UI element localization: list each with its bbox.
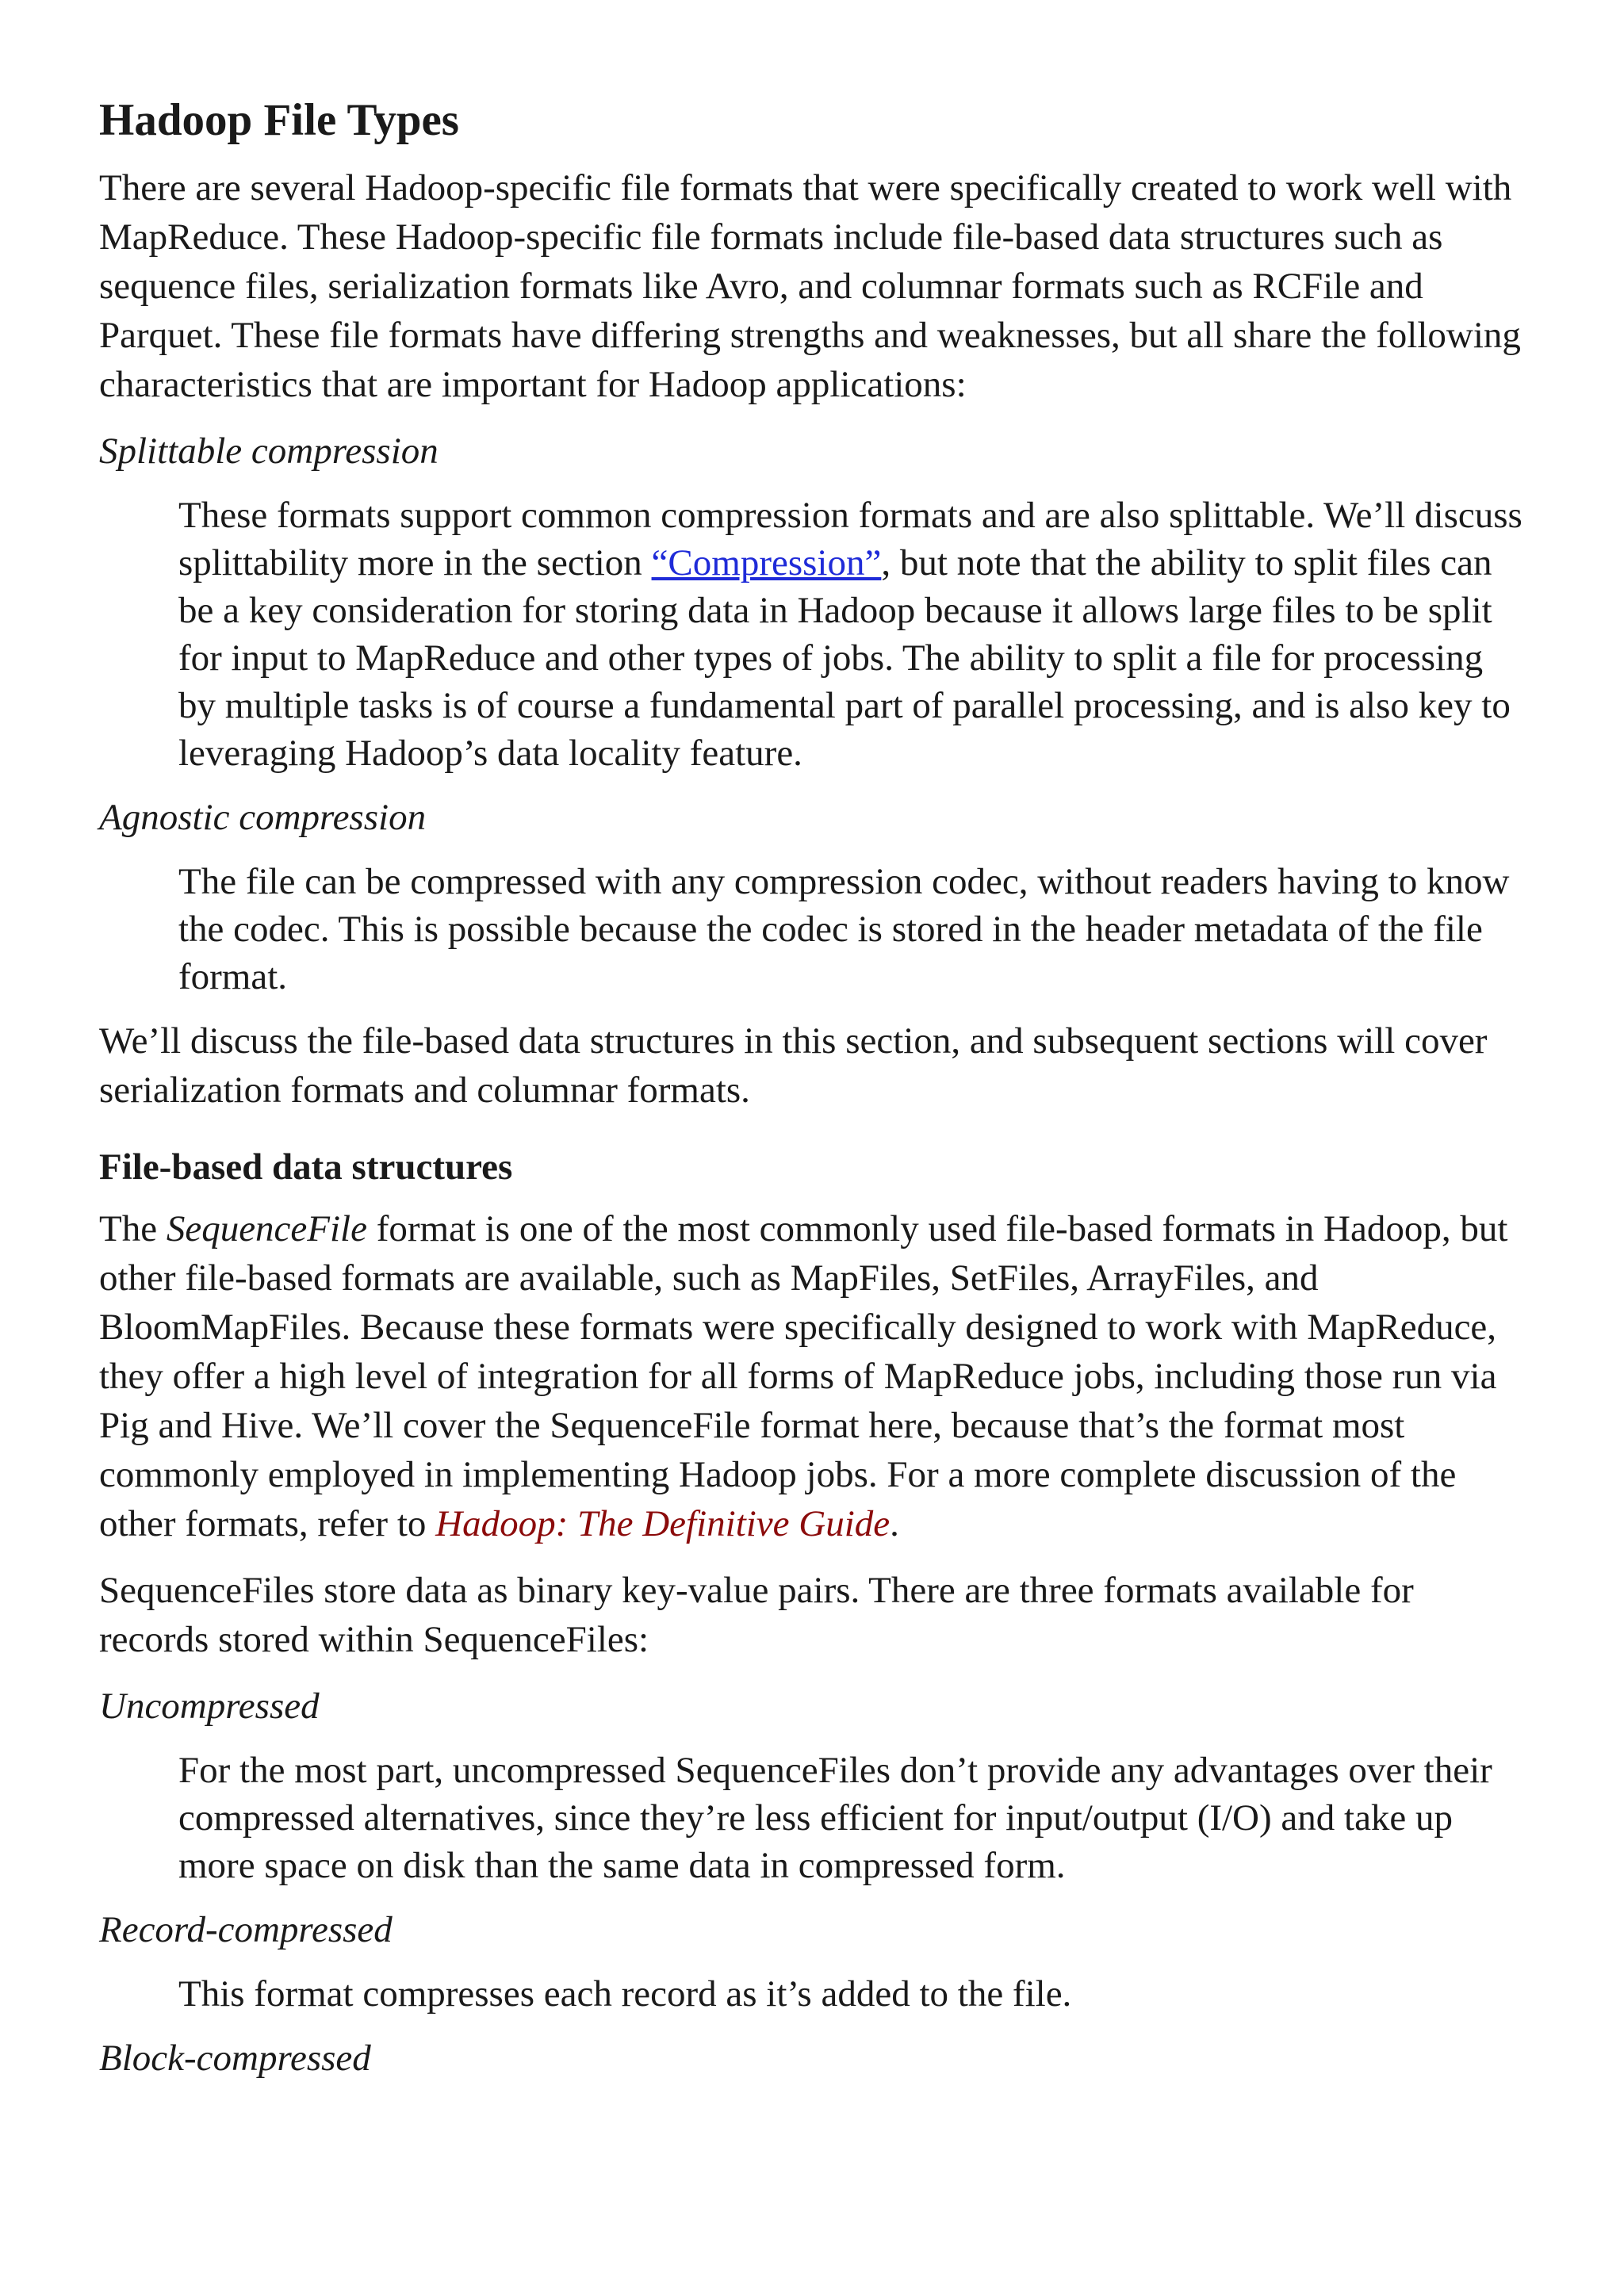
definition-record-compressed: This format compresses each record as it’s added to the file. bbox=[178, 1973, 1072, 2015]
subsection-heading: File-based data structures bbox=[99, 1146, 513, 1188]
term-record-compressed: Record-compressed bbox=[99, 1908, 393, 1950]
definition-uncompressed: For the most part, uncompressed SequenceFiles don’t provide any advantages over their compressed alternatives, since they’re less efficient for input/output (I/O) and take up more space on disk than the same data in compressed form. bbox=[178, 1749, 1492, 1886]
section-heading: Hadoop File Types bbox=[99, 95, 459, 145]
definition-agnostic-compression: The file can be compressed with any compression codec, without readers having to know the codec. This is possible because the codec is stored in the header metadata of the file format. bbox=[178, 861, 1510, 998]
definition-text: These formats support common compression formats and are also splittable. We’ll discuss splittability more in the section bbox=[178, 495, 1522, 584]
paragraph-text: The bbox=[99, 1207, 167, 1249]
definition-text: , but note that the ability to split files can be a key consideration for storing data in Hadoop because it allows large files to be split for input to MapReduce and other types of jobs. The ability to split a file for processing by multiple tasks is of course a fundamental part of parallel processing, and is also key to leveraging Hadoop’s data locality feature. bbox=[178, 542, 1511, 775]
sequencefile-paragraph bbox=[99, 1204, 1529, 1548]
definition-splittable-compression bbox=[178, 492, 1529, 777]
compression-link[interactable]: “Compression” bbox=[651, 542, 882, 584]
paragraph-text: . bbox=[890, 1502, 899, 1544]
book-title-link[interactable]: Hadoop: The Definitive Guide bbox=[435, 1502, 891, 1544]
term-agnostic-compression: Agnostic compression bbox=[99, 797, 427, 839]
term-block-compressed: Block-compressed bbox=[99, 2037, 371, 2079]
term-uncompressed: Uncompressed bbox=[99, 1685, 320, 1727]
paragraph-text: format is one of the most commonly used file-based formats in Hadoop, but other file-based formats are available, such as MapFiles, SetFiles, ArrayFiles, and BloomMapFiles. Because these formats were specifically designed to work with MapReduce, they offer a high level of integration for all forms of MapReduce jobs, including those run via Pig and Hive. We’ll cover the SequenceFile format here, because that’s the format most commonly employed in implementing Hadoop jobs. For a more complete discussion of the other formats, refer to bbox=[99, 1207, 1508, 1544]
records-paragraph: SequenceFiles store data as binary key-value pairs. There are three formats available for records stored within SequenceFiles: bbox=[99, 1569, 1414, 1660]
term-splittable-compression: Splittable compression bbox=[99, 430, 439, 473]
intro-paragraph: There are several Hadoop-specific file formats that were specifically created to work well with MapReduce. These Hadoop-specific file formats include file-based data structures such as sequence files, serialization formats like Avro, and columnar formats such as RCFile and Parquet. These file formats have differing strengths and weaknesses, but all share the following characteristics that are important for Hadoop applications: bbox=[99, 167, 1521, 406]
transition-paragraph: We’ll discuss the file-based data structures in this section, and subsequent sections will cover serialization formats and columnar formats. bbox=[99, 1020, 1488, 1112]
sequencefile-term: SequenceFile bbox=[166, 1207, 367, 1249]
